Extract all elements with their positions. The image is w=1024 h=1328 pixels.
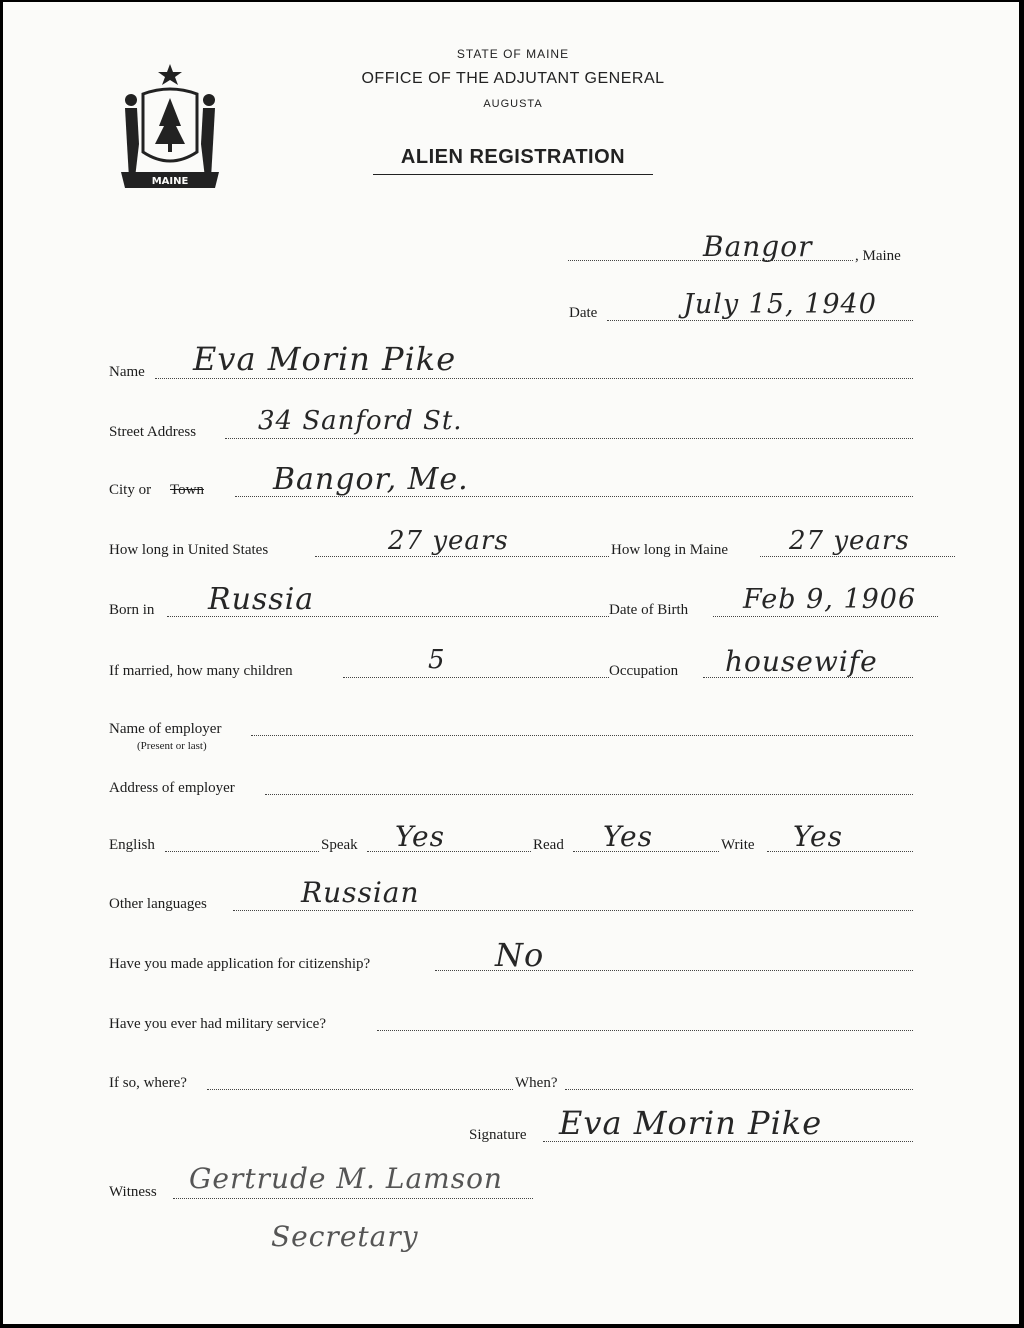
read-value: Yes bbox=[603, 820, 653, 853]
signature-label: Signature bbox=[469, 1127, 527, 1143]
us-years-label: How long in United States bbox=[109, 542, 269, 558]
city-label: City or bbox=[109, 482, 152, 498]
date-line bbox=[607, 320, 913, 321]
employer-line bbox=[251, 735, 913, 736]
employer-sublabel: (Present or last) bbox=[137, 740, 207, 752]
children-label: If married, how many children bbox=[109, 663, 293, 679]
born-in-label: Born in bbox=[109, 602, 155, 618]
military-label: Have you ever had military service? bbox=[109, 1016, 326, 1032]
english-label: English bbox=[109, 837, 155, 853]
maine-years-line bbox=[760, 556, 955, 557]
form-title: ALIEN REGISTRATION bbox=[400, 146, 626, 168]
other-languages-label: Other languages bbox=[109, 896, 207, 912]
when-line bbox=[565, 1089, 913, 1090]
employer-address-line bbox=[265, 794, 913, 795]
witness-value: Gertrude M. Lamson bbox=[189, 1162, 503, 1195]
military-line bbox=[377, 1030, 913, 1031]
witness-label: Witness bbox=[109, 1184, 157, 1200]
employer-label: Name of employer bbox=[109, 721, 222, 737]
speak-label: Speak bbox=[321, 837, 358, 853]
read-label: Read bbox=[533, 837, 564, 853]
street-line bbox=[225, 438, 913, 439]
form-sheet bbox=[3, 2, 1019, 1324]
english-line bbox=[165, 851, 319, 852]
state-heading: STATE OF MAINE bbox=[456, 47, 570, 61]
maine-label: , Maine bbox=[855, 248, 901, 264]
speak-line bbox=[367, 851, 531, 852]
city-heading: AUGUSTA bbox=[483, 98, 543, 110]
svg-text:MAINE: MAINE bbox=[151, 176, 189, 187]
office-heading: OFFICE OF THE ADJUTANT GENERAL bbox=[361, 70, 665, 87]
when-label: When? bbox=[515, 1075, 558, 1091]
speak-value: Yes bbox=[395, 820, 445, 853]
street-value: 34 Sanford St. bbox=[258, 406, 463, 436]
write-label: Write bbox=[721, 837, 755, 853]
date-label: Date bbox=[569, 305, 598, 321]
us-years-line bbox=[315, 556, 609, 557]
name-value: Eva Morin Pike bbox=[193, 340, 457, 378]
dob-label: Date of Birth bbox=[609, 602, 689, 618]
town-label-struck: Town bbox=[170, 482, 204, 498]
other-languages-line bbox=[233, 910, 913, 911]
occupation-value: housewife bbox=[725, 645, 878, 678]
dob-line bbox=[713, 616, 938, 617]
place-value: Bangor bbox=[703, 230, 813, 263]
dob-value: Feb 9, 1906 bbox=[743, 584, 917, 615]
us-years-value: 27 years bbox=[388, 526, 509, 556]
where-label: If so, where? bbox=[109, 1075, 187, 1091]
write-value: Yes bbox=[793, 820, 843, 853]
witness-line bbox=[173, 1198, 533, 1199]
witness-title-value: Secretary bbox=[271, 1220, 419, 1253]
children-line bbox=[343, 677, 609, 678]
other-languages-value: Russian bbox=[301, 876, 420, 909]
maine-state-seal bbox=[115, 60, 225, 190]
title-underline bbox=[373, 174, 653, 175]
date-value: July 15, 1940 bbox=[683, 289, 877, 320]
signature-value: Eva Morin Pike bbox=[559, 1104, 823, 1142]
city-value: Bangor, Me. bbox=[273, 462, 469, 497]
name-label: Name bbox=[109, 364, 145, 380]
employer-address-label: Address of employer bbox=[109, 780, 235, 796]
citizenship-label: Have you made application for citizenship? bbox=[109, 956, 371, 972]
street-label: Street Address bbox=[109, 424, 197, 440]
maine-years-value: 27 years bbox=[789, 526, 910, 556]
name-line bbox=[155, 378, 913, 379]
occupation-label: Occupation bbox=[609, 663, 679, 679]
citizenship-value: No bbox=[495, 936, 545, 974]
children-value: 5 bbox=[428, 645, 446, 675]
born-in-value: Russia bbox=[208, 582, 315, 617]
where-line bbox=[207, 1089, 513, 1090]
maine-years-label: How long in Maine bbox=[611, 542, 729, 558]
